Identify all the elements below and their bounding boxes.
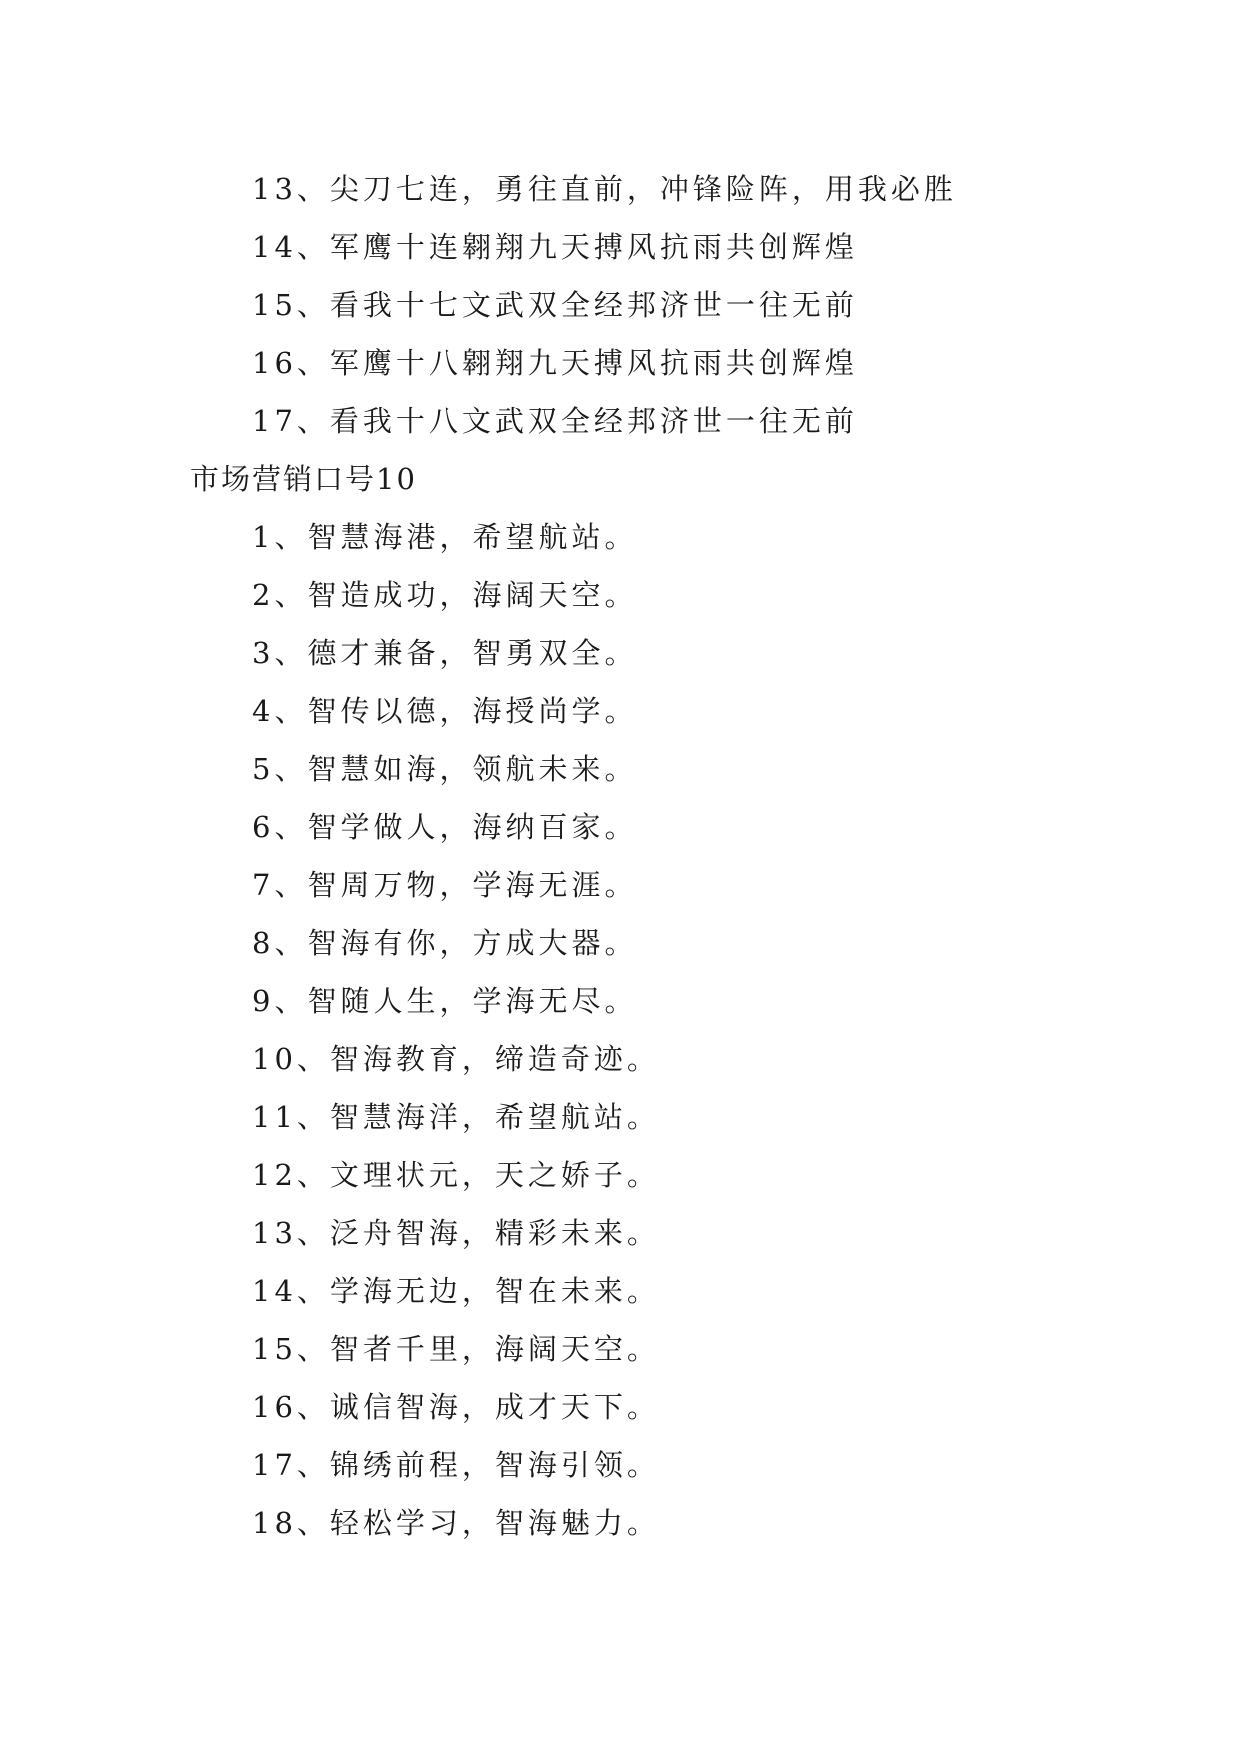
list-item: 9、智随人生，学海无尽。 [252,984,638,1018]
list-item: 5、智慧如海，领航未来。 [252,752,638,786]
list-item: 6、智学做人，海纳百家。 [252,810,638,844]
section-heading: 市场营销口号10 [190,462,417,496]
list-item: 16、诚信智海，成才天下。 [252,1390,660,1424]
list-item: 4、智传以德，海授尚学。 [252,694,638,728]
list-item: 17、看我十八文武双全经邦济世一往无前 [252,404,858,438]
list-item: 3、德才兼备，智勇双全。 [252,636,638,670]
list-item: 8、智海有你，方成大器。 [252,926,638,960]
list-item: 17、锦绣前程，智海引领。 [252,1448,660,1482]
list-item: 12、文理状元，天之娇子。 [252,1158,660,1192]
list-item: 14、军鹰十连翱翔九天搏风抗雨共创辉煌 [252,230,858,264]
list-item: 2、智造成功，海阔天空。 [252,578,638,612]
list-item: 14、学海无边，智在未来。 [252,1274,660,1308]
list-item: 7、智周万物，学海无涯。 [252,868,638,902]
list-item: 18、轻松学习，智海魅力。 [252,1506,660,1540]
list-item: 13、泛舟智海，精彩未来。 [252,1216,660,1250]
list-item: 1、智慧海港，希望航站。 [252,520,638,554]
list-item: 13、尖刀七连，勇往直前，冲锋险阵，用我必胜 [252,172,957,206]
list-item: 11、智慧海洋，希望航站。 [252,1100,660,1134]
list-item: 10、智海教育，缔造奇迹。 [252,1042,660,1076]
list-item: 16、军鹰十八翱翔九天搏风抗雨共创辉煌 [252,346,858,380]
list-item: 15、看我十七文武双全经邦济世一往无前 [252,288,858,322]
document-body [190,160,1070,1552]
list-item: 15、智者千里，海阔天空。 [252,1332,660,1366]
